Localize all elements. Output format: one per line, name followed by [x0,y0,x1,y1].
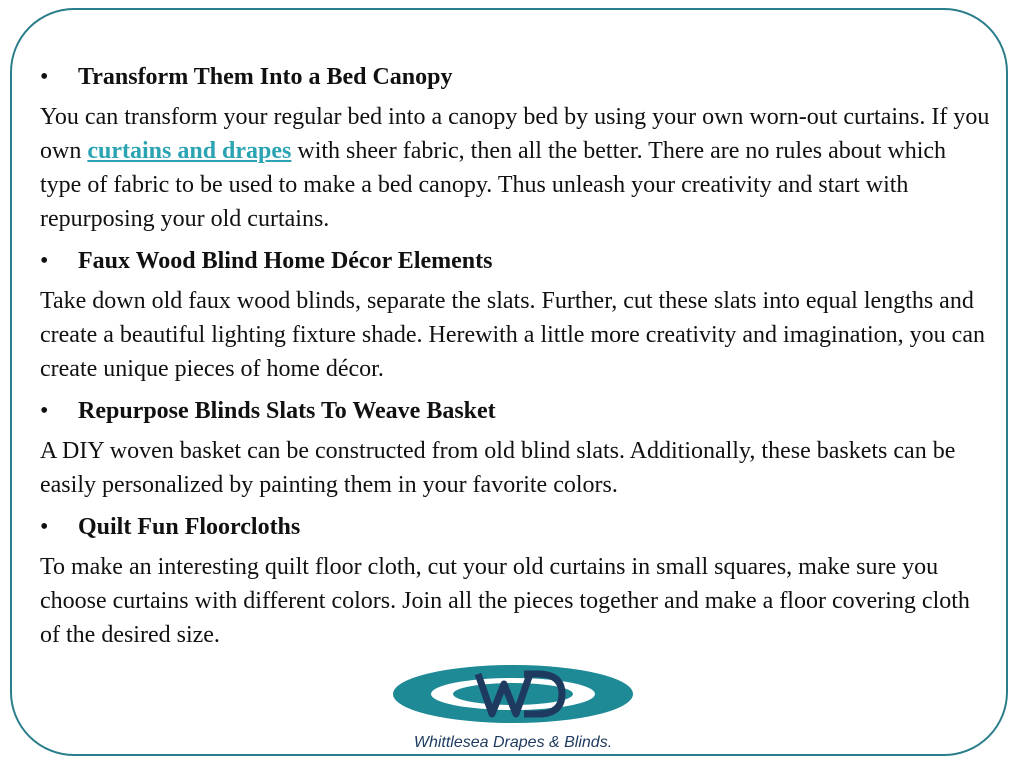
bullet: • [40,514,49,540]
logo-text: Whittlesea Drapes & Blinds. [413,734,613,751]
section-heading [40,60,990,94]
company-logo [392,664,634,756]
paragraph-text: You can transform your regular bed into a canopy bed by using your own worn-out curtains. If you own [40,104,990,164]
section-heading [40,510,990,544]
content-area [40,60,990,660]
bullet: • [40,398,49,424]
curtains-and-drapes-link[interactable]: curtains and drapes [87,138,292,164]
heading-text: Faux Wood Blind Home Décor Elements [78,248,493,274]
section-paragraph: To make an interesting quilt floor cloth, cut your old curtains in small squares, make sure you choose curtains with different colors. Join all the pieces together and make a floor covering cloth of the desired size. [40,554,970,648]
heading-text: Quilt Fun Floorcloths [78,514,301,540]
wd-logo-icon [392,664,634,736]
bullet: • [40,64,49,90]
section-paragraph [40,100,990,236]
paragraph-text: with sheer fabric, then all the better. There are no rules about which type of fabric to be used to make a bed canopy. Thus unleash your creativity and start with repurposing your old curtains. [40,138,947,232]
section-paragraph: A DIY woven basket can be constructed from old blind slats. Additionally, these baskets can be easily personalized by painting them in your favorite colors. [40,438,956,498]
section-paragraph: Take down old faux wood blinds, separate the slats. Further, cut these slats into equal lengths and create a beautiful lighting fixture shade. Herewith a little more creativity and imagination, you can create unique pieces of home décor. [40,288,985,382]
heading-text: Transform Them Into a Bed Canopy [78,64,453,90]
bullet: • [40,248,49,274]
section-heading [40,244,990,278]
section-heading [40,394,990,428]
heading-text: Repurpose Blinds Slats To Weave Basket [78,398,496,424]
